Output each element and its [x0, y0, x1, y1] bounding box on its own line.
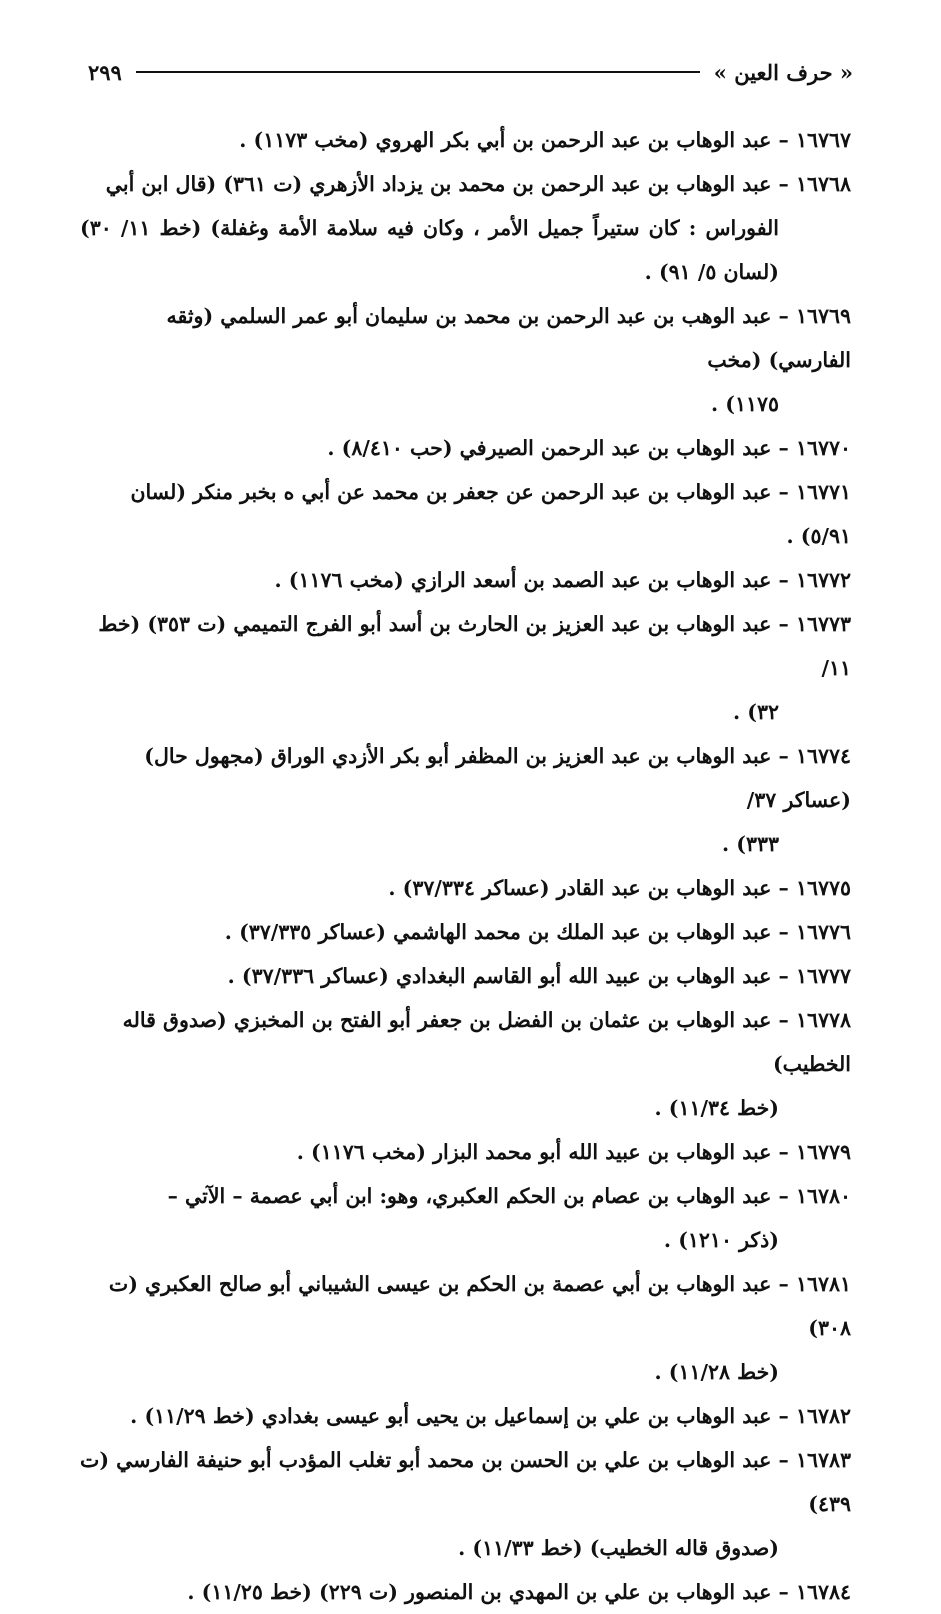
entry — [80, 558, 851, 602]
entry-number: ١٦٧٦٨ — [795, 172, 851, 196]
entry — [80, 1570, 851, 1614]
entry-separator: – — [771, 128, 796, 152]
entry-separator: – — [771, 172, 796, 196]
entry — [80, 1438, 851, 1570]
entry — [80, 954, 851, 998]
entry-number: ١٦٧٨٤ — [795, 1580, 851, 1604]
entry-separator: – — [771, 436, 796, 460]
entry-text: عبد الوهاب بن عبد العزيز بن الحارث بن أسد أبو الفرج التميمي (ت ٣٥٣) (خط ١١/ — [98, 612, 851, 680]
entry — [80, 866, 851, 910]
entry-text: عبد الوهاب بن علي بن إسماعيل بن يحيى أبو عيسى بغدادي (خط ١١/٢٩) . — [130, 1404, 772, 1428]
entry-continuation: ١١٧٥) . — [710, 392, 779, 416]
entry-text: عبد الوهب بن عبد الرحمن بن محمد بن سليمان أبو عمر السلمي (وثقه الفارسي) (مخب — [166, 304, 851, 372]
entry-separator: – — [771, 480, 796, 504]
entry-separator: – — [771, 964, 796, 988]
entry — [80, 602, 851, 734]
page-header — [88, 52, 853, 92]
entry — [80, 998, 851, 1130]
entry-continuation: (خط ١١/٢٨) . — [654, 1360, 779, 1384]
entry-text: عبد الوهاب بن عبد الرحمن عن جعفر بن محمد عن أبي ه بخبر منكر (لسان ٥/٩١) . — [130, 480, 851, 548]
entry-number: ١٦٧٦٩ — [795, 304, 851, 328]
entry-text: عبد الوهاب بن عبد الرحمن الصيرفي (حب ٨/٤١٠) . — [327, 436, 772, 460]
entry-text: عبد الوهاب بن عثمان بن الفضل بن جعفر أبو الفتح بن المخبزي (صدوق قاله الخطيب) — [122, 1008, 851, 1076]
entry-number: ١٦٧٧٥ — [795, 876, 851, 900]
entry-separator: – — [771, 1184, 796, 1208]
entry — [80, 1394, 851, 1438]
entry-number: ١٦٧٧١ — [795, 480, 851, 504]
entry-number: ١٦٧٧٠ — [795, 436, 851, 460]
entry — [80, 162, 851, 294]
entry-number: ١٦٧٧٨ — [795, 1008, 851, 1032]
chapter-title: « حرف العين » — [713, 59, 853, 85]
entry-separator: – — [771, 876, 796, 900]
entry-separator: – — [771, 920, 796, 944]
entry-number: ١٦٧٧٣ — [795, 612, 851, 636]
entry-number: ١٦٧٧٤ — [795, 744, 851, 768]
entry-text: عبد الوهاب بن عبد الصمد بن أسعد الرازي (مخب ١١٧٦) . — [274, 568, 772, 592]
entry-number: ١٦٧٨٣ — [795, 1448, 851, 1472]
entry-separator: – — [771, 1404, 796, 1428]
entry-text: عبد الوهاب بن عبد الرحمن بن أبي بكر الهروي (مخب ١١٧٣) . — [239, 128, 772, 152]
entry-separator: – — [771, 612, 796, 636]
header-rule — [136, 71, 700, 73]
entry — [80, 1130, 851, 1174]
entry-text: عبد الوهاب بن علي بن المهدي بن المنصور (ت ٢٢٩) (خط ١١/٢٥) . — [187, 1580, 772, 1604]
entry-text: عبد الوهاب بن عبد الملك بن محمد الهاشمي (عساكر ٣٧/٣٣٥) . — [224, 920, 772, 944]
entry-text: عبد الوهاب بن عصام بن الحكم العكبري، وهو: ابن أبي عصمة – الآتي – — [167, 1184, 772, 1208]
entry-number: ١٦٧٨١ — [795, 1272, 851, 1296]
entry-number: ١٦٧٧٦ — [795, 920, 851, 944]
entry — [80, 734, 851, 866]
entry-number: ١٦٧٨٢ — [795, 1404, 851, 1428]
entry-continuation: الفوراس : كان ستيراً جميل الأمر ، وكان فيه سلامة الأمة وغفلة) (خط ١١/ ٣٠) (لسان ٥/ ٩١) . — [80, 216, 780, 284]
entry — [80, 1262, 851, 1394]
page-number: ٢٩٩ — [88, 59, 122, 85]
entry-text: عبد الوهاب بن عبد العزيز بن المظفر أبو بكر الأزدي الوراق (مجهول حال) (عساكر ٣٧/ — [144, 744, 851, 812]
entry-continuation: (ذكر ١٢١٠) . — [663, 1228, 779, 1252]
entry-separator: – — [771, 304, 796, 328]
entry-text: عبد الوهاب بن عبيد الله أبو القاسم البغدادي (عساكر ٣٧/٣٣٦) . — [227, 964, 772, 988]
entry — [80, 426, 851, 470]
entry-text: عبد الوهاب بن عبد الرحمن بن محمد بن يزداد الأزهري (ت ٣٦١) (قال ابن أبي — [105, 172, 772, 196]
entry-separator: – — [771, 1272, 796, 1296]
entry — [80, 294, 851, 426]
entry-number: ١٦٧٧٧ — [795, 964, 851, 988]
entry-text: عبد الوهاب بن عبيد الله أبو محمد البزار (مخب ١١٧٦) . — [296, 1140, 772, 1164]
entry — [80, 118, 851, 162]
entry-list — [80, 118, 851, 1614]
entry — [80, 1174, 851, 1262]
entry-number: ١٦٧٧٩ — [795, 1140, 851, 1164]
entry-continuation: (صدوق قاله الخطيب) (خط ١١/٣٣) . — [458, 1536, 779, 1560]
entry-separator: – — [771, 568, 796, 592]
entry — [80, 910, 851, 954]
entry-number: ١٦٧٨٠ — [795, 1184, 851, 1208]
entry-separator: – — [771, 1008, 796, 1032]
entry-continuation: ٣٣٣) . — [721, 832, 779, 856]
entry-text: عبد الوهاب بن أبي عصمة بن الحكم بن عيسى الشيباني أبو صالح العكبري (ت ٣٠٨) — [108, 1272, 851, 1340]
entry-separator: – — [771, 1140, 796, 1164]
entry-number: ١٦٧٦٧ — [795, 128, 851, 152]
entry-separator: – — [771, 744, 796, 768]
entry-separator: – — [771, 1580, 796, 1604]
entry-text: عبد الوهاب بن عبد القادر (عساكر ٣٧/٣٣٤) . — [388, 876, 772, 900]
entry-text: عبد الوهاب بن علي بن الحسن بن محمد أبو تغلب المؤدب أبو حنيفة الفارسي (ت ٤٣٩) — [80, 1448, 851, 1516]
entry-continuation: (خط ١١/٣٤) . — [654, 1096, 779, 1120]
entry-number: ١٦٧٧٢ — [795, 568, 851, 592]
entry-separator: – — [771, 1448, 796, 1472]
entry-continuation: ٣٢) . — [732, 700, 779, 724]
entry — [80, 470, 851, 558]
